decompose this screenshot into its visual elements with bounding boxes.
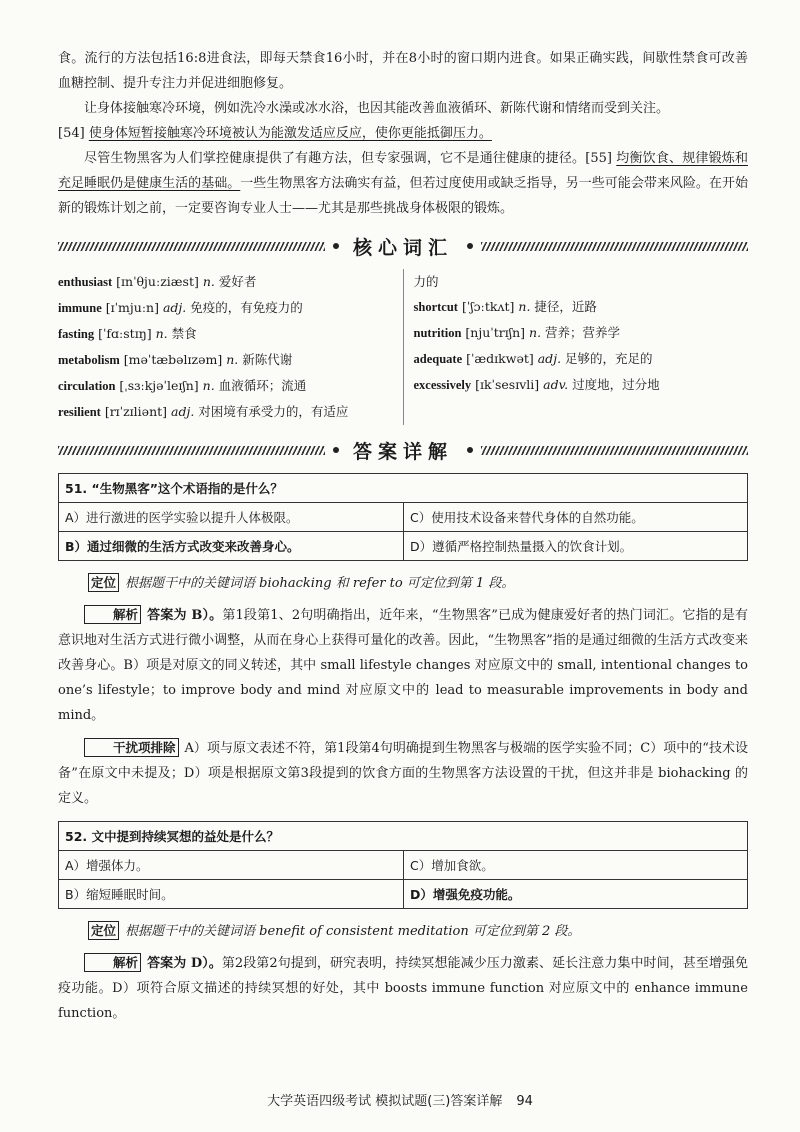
vocab-pos: n. — [529, 325, 542, 340]
locate-text: 根据题干中的关键词语 benefit of consistent meditation 可定位到第 2 段。 — [125, 924, 581, 939]
options-row — [59, 880, 747, 908]
vocab-definition: 血液循环；流通 — [218, 378, 307, 393]
bullet-dot-icon — [467, 243, 473, 249]
vocab-pos: adj. — [537, 351, 562, 366]
footer-title: 大学英语四级考试 模拟试题(三)答案详解 — [267, 1094, 503, 1109]
options-row — [59, 503, 747, 532]
option-d: D）遵循严格控制热量摄入的饮食计划。 — [403, 532, 747, 560]
vocab-entry — [58, 321, 403, 347]
vocab-ipa: [ˈfɑːstɪŋ] — [98, 326, 152, 341]
vocab-ipa: [rɪˈzɪliənt] — [104, 404, 168, 419]
vocab-word: fasting — [58, 327, 95, 341]
option-a: A）进行激进的医学实验以提升人体极限。 — [65, 510, 299, 525]
locate-tag: 定位 — [88, 921, 119, 940]
analysis-52 — [58, 951, 748, 1026]
vocab-entry — [414, 372, 749, 398]
hatch-divider — [481, 446, 748, 455]
vocab-pos: n. — [226, 352, 239, 367]
option-d-correct: D）增强免疫功能。 — [403, 880, 747, 908]
hatch-divider — [58, 446, 325, 455]
underlined-key-sentence: 均衡饮食、规律锻炼和充足睡眠仍是健康生活的基础。 — [58, 151, 748, 191]
passage-text: 一些生物黑客方法确实有益，但若过度使用或缺乏指导，另一些可能会带来风险。在开始新的锻炼计划之前，一定要咨询专业人士——尤其是那些挑战身体极限的锻炼。 — [58, 176, 748, 216]
vocab-definition: 爱好者 — [218, 274, 257, 289]
vocab-ipa: [ɪkˈsesɪvli] — [475, 377, 540, 392]
locate-text: 根据题干中的关键词语 biohacking 和 refer to 可定位到第 1 段。 — [125, 576, 515, 591]
passage-text: 食。流行的方法包括16:8进食法，即每天禁食16小时，并在8小时的窗口期内进食。如果正确实践，间歇性禁食可改善血糖控制、提升专注力并促进细胞修复。 — [58, 51, 748, 91]
passage-paragraph-4 — [58, 146, 748, 221]
vocab-definition: 免疫的，有免疫力的 — [190, 300, 303, 315]
option-b-correct: B）通过细微的生活方式改变来改善身心。 — [65, 539, 300, 554]
question-stem: 51. “生物黑客”这个术语指的是什么？ — [59, 474, 747, 503]
vocab-entry — [58, 347, 403, 373]
locate-tag: 定位 — [88, 573, 119, 592]
distractor-51 — [58, 736, 748, 811]
vocab-entry — [414, 346, 749, 372]
vocab-definition: 捷径，近路 — [534, 299, 597, 314]
hatch-divider — [481, 242, 748, 251]
distractor-tag: 干扰项排除 — [84, 738, 179, 757]
answer-marker-55: [55] — [585, 151, 612, 166]
vocab-ipa: [ˈædɪkwət] — [466, 351, 534, 366]
analysis-text: 第1段第1、2句明确指出，近年来，“生物黑客”已成为健康爱好者的热门词汇。它指的是有意识地对生活方式进行微小调整，从而在身心上获得可量化的改善。因此，“生物黑客”指的是通过细微的生活方式改变来改善身心。B）项是对原文的同义转述，其中 small lifestyle changes 对应原文中的 small, intentional changes to one’s lifestyle；to improve body and mind 对应原文中的 lead to measurable improvements in body and mind。 — [58, 608, 748, 723]
passage-paragraph-1 — [58, 46, 748, 96]
analysis-tag: 解析 — [84, 605, 141, 624]
vocab-word: circulation — [58, 379, 116, 393]
document-page — [58, 46, 748, 1026]
analysis-51 — [58, 603, 748, 728]
page-number: 94 — [516, 1094, 533, 1109]
vocab-pos: adv. — [543, 377, 569, 392]
vocab-ipa: [ˈʃɔːtkʌt] — [461, 299, 515, 314]
vocab-ipa: [njuˈtrɪʃn] — [465, 325, 526, 340]
vocab-pos: adj. — [171, 404, 195, 419]
vocab-word: nutrition — [413, 326, 462, 340]
underlined-key-sentence: 使身体短暂接触寒冷环境被认为能激发适应反应，使你更能抵御压力。 — [88, 126, 492, 141]
section-header-vocab — [58, 231, 748, 261]
locate-note-51 — [88, 573, 748, 595]
section-title: 核心词汇 — [353, 236, 454, 259]
vocab-pos: n. — [155, 326, 168, 341]
bullet-dot-icon — [467, 447, 473, 453]
hatch-divider — [58, 242, 325, 251]
analysis-tag: 解析 — [84, 953, 141, 972]
options-row — [59, 532, 747, 560]
option-a: A）增强体力。 — [65, 858, 149, 873]
vocab-word: shortcut — [413, 300, 458, 314]
page-footer — [0, 1090, 800, 1109]
option-c: C）使用技术设备来替代身体的自然功能。 — [403, 503, 747, 531]
section-title: 答案详解 — [353, 440, 454, 463]
vocab-definition: 对困境有承受力的，有适应 — [198, 404, 349, 419]
answer-statement: 答案为 B）。 — [147, 608, 223, 623]
vocab-entry — [58, 373, 403, 399]
vocab-definition: 营养；营养学 — [545, 325, 621, 340]
passage-text: 让身体接触寒冷环境，例如洗冷水澡或冰水浴，也因其能改善血液循环、新陈代谢和情绪而受到关注。 — [84, 101, 670, 116]
vocab-list — [58, 269, 748, 425]
vocab-definition: 足够的，充足的 — [565, 351, 653, 366]
vocab-pos: adj. — [162, 300, 187, 315]
vocab-entry — [414, 320, 749, 346]
distractor-text: A）项与原文表述不符，第1段第4句明确提到生物黑客与极端的医学实验不同；C）项中的“技术设备”在原文中未提及；D）项是根据原文第3段提到的饮食方面的生物黑客方法设置的干扰，但这并非是 biohacking 的定义。 — [58, 741, 748, 806]
vocab-entry — [414, 294, 749, 320]
vocab-entry — [58, 295, 403, 321]
options-row — [59, 851, 747, 880]
vocab-ipa: [ɪˈmjuːn] — [105, 300, 159, 315]
question-stem: 52. 文中提到持续冥想的益处是什么？ — [59, 822, 747, 851]
locate-note-52 — [88, 921, 748, 943]
option-b: B）缩短睡眠时间。 — [65, 887, 174, 902]
question-box-52 — [58, 821, 748, 909]
vocab-word: metabolism — [58, 353, 120, 367]
section-header-answers — [58, 435, 748, 465]
passage-paragraph-3 — [58, 121, 748, 146]
answer-marker-54: [54] — [58, 126, 85, 141]
vocab-ipa: [ˌsɜːkjəˈleɪʃn] — [119, 378, 199, 393]
vocab-ipa: [məˈtæbəlɪzəm] — [123, 352, 223, 367]
answer-statement: 答案为 D）。 — [147, 956, 222, 971]
vocab-word: enthusiast — [58, 275, 113, 289]
vocab-continuation: 力的 — [413, 274, 439, 289]
vocab-entry — [58, 269, 403, 295]
vocab-definition: 禁食 — [171, 326, 197, 341]
vocab-pos: n. — [518, 299, 531, 314]
bullet-dot-icon — [333, 243, 339, 249]
vocab-pos: n. — [202, 378, 215, 393]
passage-text: 尽管生物黑客为人们掌控健康提供了有趣方法，但专家强调，它不是通往健康的捷径。 — [84, 151, 586, 166]
bullet-dot-icon — [333, 447, 339, 453]
vocab-definition: 新陈代谢 — [242, 352, 293, 367]
vocab-pos: n. — [202, 274, 215, 289]
question-box-51 — [58, 473, 748, 561]
vocab-word: excessively — [413, 378, 472, 392]
analysis-text: 第2段第2句提到，研究表明，持续冥想能减少压力激素、延长注意力集中时间，甚至增强免疫功能。D）项符合原文描述的持续冥想的好处，其中 boosts immune function 对应原文中的 enhance immune function。 — [58, 956, 748, 1021]
vocab-word: immune — [58, 301, 102, 315]
vocab-column-right — [403, 269, 749, 425]
vocab-entry — [58, 399, 403, 425]
vocab-definition: 过度地，过分地 — [572, 377, 660, 392]
passage-paragraph-2 — [58, 96, 748, 121]
vocab-word: resilient — [58, 405, 101, 419]
option-c: C）增加食欲。 — [403, 851, 747, 879]
vocab-word: adequate — [413, 352, 463, 366]
vocab-column-left — [58, 269, 403, 425]
vocab-ipa: [ɪnˈθjuːziæst] — [116, 274, 199, 289]
